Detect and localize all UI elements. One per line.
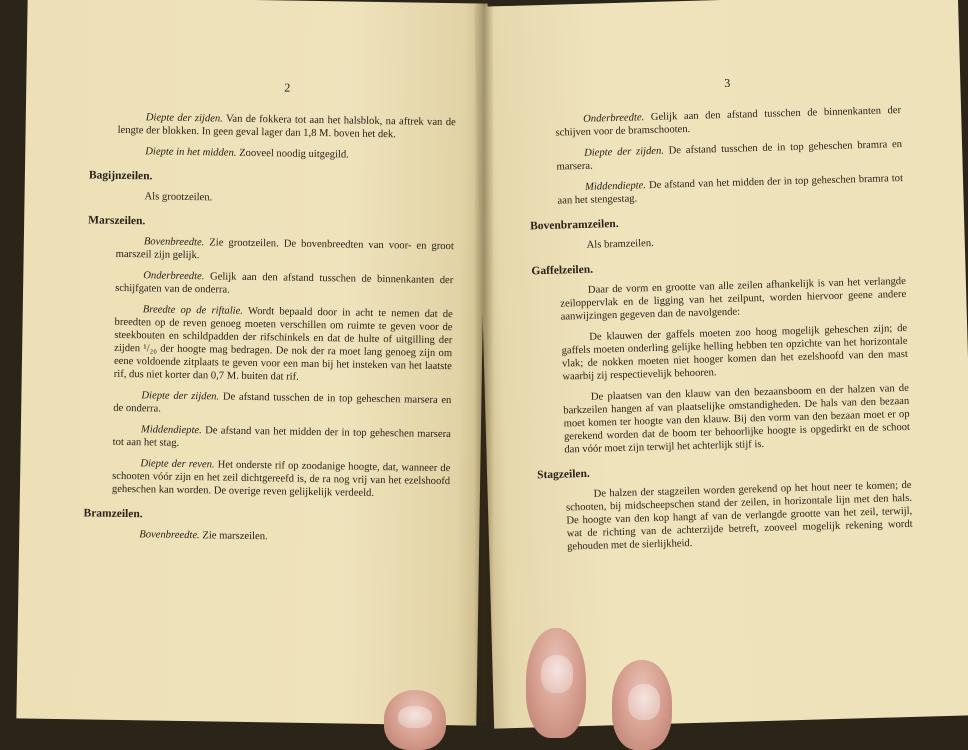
paragraph-lead: Diepte in het midden.: [145, 146, 237, 159]
page-number: 3: [724, 75, 731, 90]
paragraph-text: De afstand tusschen de in top geheschen bramra en marsera.: [556, 139, 903, 173]
section-heading: Stagzeilen.: [536, 467, 590, 482]
paragraph-text: De klauwen der gaffels moeten zoo hoog mogelijk geheschen zijn; de gaffels moeten onderling gelijke helling hebben ten opzichte van het horizontale vlak; de nokken moeten niet hooger komen dan het ezelshoofd van den mast waarbij zij respectievelijk behooren.: [561, 322, 909, 383]
paragraph: [555, 104, 902, 140]
paragraph-lead: Onderbreedte.: [143, 270, 205, 283]
paragraph: [563, 382, 911, 457]
paragraph-text: Gelijk aan den afstand tusschen de binnenkanten der schijfgaten van de onderra.: [115, 271, 454, 296]
section-heading: Bovenbramzeilen.: [529, 217, 619, 233]
paragraph: [113, 389, 451, 420]
left-page-content: [83, 111, 456, 546]
section-heading: Bramzeilen.: [83, 507, 143, 521]
fingernail: [628, 684, 660, 720]
paragraph-text: De afstand tusschen de in top geheschen marsera en de onderra.: [113, 391, 452, 415]
paragraph-text: Gelijk aan den afstand tusschen de binnenkanten der schijven voor de bramschooten.: [555, 105, 902, 139]
paragraph-text: Als bramzeilen.: [586, 237, 654, 251]
left-page: [16, 0, 487, 726]
paragraph-lead: Middendiepte.: [584, 180, 647, 193]
fingernail: [541, 655, 573, 693]
paragraph-text: De halzen der stagzeilen worden gerekend op het hout neer te komen; de schooten, bij midscheepschen stand der zeilen, in horizontale lijn met den hals. De hoogte van den kop hangt af van de verlangde grootte van het zeil, terwijl, wat de richting van de achterzijde betreft, zooveel mogelijk rekening wordt gehouden met de sierlijkheid.: [565, 479, 913, 553]
paragraph-text: Het onderste rif op zoodanige hoogte, dat, wanneer de schooten vóór zijn en het zeil dichtgereefd is, de ra nog vrij van het ezelshoofd geheschen kan worden. De overige reven gelijkelijk verdeeld.: [111, 459, 451, 499]
paragraph: [118, 111, 456, 142]
right-page: [474, 0, 968, 729]
paragraph-text: Zooveel noodig uitgegild.: [236, 147, 349, 161]
right-page-content: [529, 104, 913, 553]
paragraph-text: De plaatsen van den klauw van den bezaansboom en der halzen van de barkzeilen hangen af van plaatselijke omstandigheden. De hals van den bezaan moet komen ter hoogte van den klauw. Bij den vorm van den bezaan moet er op gerekend worden dat de boom ter behoorlijke hoogte is opgedirkt en de schoot dan vóór moet zijn terwijl het achterlijk stijf is.: [563, 382, 911, 456]
paragraph: [116, 235, 454, 266]
paragraph: [565, 479, 913, 554]
section-heading: Bagijnzeilen.: [88, 169, 153, 183]
paragraph-lead: Diepte der reven.: [140, 458, 215, 471]
paragraph-lead: Diepte der zijden.: [583, 145, 665, 159]
paragraph-text: Wordt bepaald door in acht te nemen dat de breedten op de reven genoeg moeten verschillen om ruimte te geven voor de steekbouten en schildpadden der rifschinkels en dat de hulte of uitgilling der zijden ¹/₂₀ der hoogte mag bedragen. De nok der ra moet lang genoeg zijn om eene voldoende zitplaats te geven voor een man bij het insteken van het laatste rif, dus niet korter dan 0,7 M. buiten dat rif.: [113, 305, 453, 383]
paragraph-lead: Diepte der zijden.: [141, 390, 220, 403]
paragraph: [559, 230, 905, 253]
paragraph: [556, 138, 903, 174]
paragraph: [115, 269, 453, 300]
section-heading: Marszeilen.: [88, 214, 146, 228]
paragraph: [561, 322, 908, 384]
paragraph: [557, 172, 904, 208]
paragraph-text: Zie grootzeilen. De bovenbreedten van voor- en groot marszeil zijn gelijk.: [115, 237, 454, 262]
paragraph-lead: Middendiepte.: [140, 424, 202, 437]
paragraph: [112, 457, 451, 501]
fingernail: [398, 706, 432, 728]
page-number: 2: [284, 80, 291, 95]
paragraph: [114, 303, 453, 386]
section-heading: Gaffelzeilen.: [531, 263, 594, 278]
paragraph: [116, 190, 454, 208]
paragraph-lead: Breedte op de riftalie.: [142, 304, 244, 317]
paragraph-lead: Diepte der zijden.: [145, 112, 223, 125]
paragraph-text: De afstand van het midden der in top geheschen bramra tot aan het stengestag.: [557, 172, 904, 207]
paragraph-text: Van de fokkera tot aan het halsblok, na aftrek van de lengte der blokken. In geen geval lager dan 1,8 M. boven het dek.: [117, 113, 456, 141]
paragraph: [117, 145, 455, 163]
paragraph: [111, 528, 449, 546]
paragraph-text: De afstand van het midden der in top geheschen marsera tot aan het stag.: [112, 425, 451, 449]
paragraph-lead: Bovenbreedte.: [139, 529, 200, 542]
paragraph-lead: Onderbreedte.: [583, 112, 645, 125]
paragraph-text: Als grootzeilen.: [144, 191, 213, 204]
paragraph-text: Daar de vorm en grootte van alle zeilen afhankelijk is van het verlangde zeiloppervlak en de ligging van het zeilpunt, worden hiervoor geene andere aanwijzingen gegeven dan de navolgende:: [560, 275, 907, 323]
paragraph: [113, 423, 451, 454]
paragraph-text: Zie marszeilen.: [199, 530, 268, 543]
book-spine: [474, 0, 494, 722]
paragraph: [560, 275, 907, 324]
paragraph-lead: Bovenbreedte.: [143, 236, 205, 249]
